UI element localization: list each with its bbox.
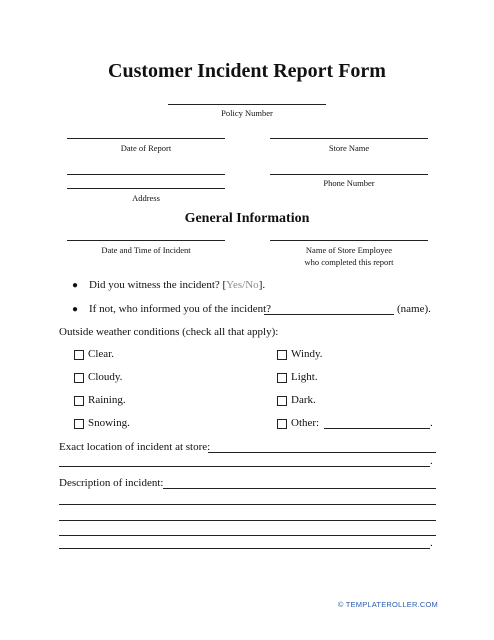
weather-raining-label: Raining.: [88, 394, 126, 406]
checkbox-clear[interactable]: [74, 350, 84, 360]
bullet-icon: ●: [72, 280, 79, 291]
description-field-line4[interactable]: [59, 535, 436, 536]
description-field-line1[interactable]: [163, 488, 436, 489]
store-name-field[interactable]: [270, 138, 428, 139]
weather-other-label: Other:: [291, 417, 320, 429]
bullet-icon: ●: [72, 304, 79, 315]
description-label: Description of incident:: [59, 477, 164, 489]
checkbox-cloudy[interactable]: [74, 373, 84, 383]
weather-snowing-label: Snowing.: [88, 417, 130, 429]
store-employee-label-line2: who completed this report: [304, 257, 394, 267]
witness-question-suffix: ].: [258, 279, 266, 291]
weather-windy-label: Windy.: [291, 348, 323, 360]
checkbox-raining[interactable]: [74, 396, 84, 406]
checkbox-windy[interactable]: [277, 350, 287, 360]
checkbox-snowing[interactable]: [74, 419, 84, 429]
address-label: Address: [132, 193, 160, 203]
date-of-report-field[interactable]: [67, 138, 225, 139]
description-period: .: [430, 537, 433, 549]
witness-question: [89, 279, 265, 291]
store-employee-field[interactable]: [270, 240, 428, 241]
witness-question-prefix: Did you witness the incident? [: [89, 279, 227, 291]
policy-number-field[interactable]: [168, 104, 326, 105]
weather-clear-label: Clear.: [88, 348, 114, 360]
date-time-incident-field[interactable]: [67, 240, 225, 241]
store-name-label: Store Name: [328, 143, 370, 153]
phone-number-field[interactable]: [270, 174, 428, 175]
informed-suffix: (name).: [397, 303, 431, 315]
checkbox-light[interactable]: [277, 373, 287, 383]
location-period: .: [430, 455, 433, 467]
section-title: General Information: [184, 211, 310, 226]
location-field-line1[interactable]: [208, 452, 436, 453]
weather-other-period: .: [430, 417, 433, 429]
informed-question: If not, who informed you of the incident?: [89, 303, 272, 315]
witness-options[interactable]: Yes/No: [226, 279, 259, 291]
location-field-line2[interactable]: [59, 466, 430, 467]
description-field-line5[interactable]: [59, 548, 430, 549]
form-title: Customer Incident Report Form: [108, 60, 386, 82]
policy-number-label: Policy Number: [221, 108, 273, 118]
checkbox-other[interactable]: [277, 419, 287, 429]
footer-link[interactable]: © TEMPLATEROLLER.COM: [337, 600, 438, 609]
description-field-line2[interactable]: [59, 504, 436, 505]
weather-dark-label: Dark.: [291, 394, 316, 406]
address-field-line2[interactable]: [67, 188, 225, 189]
phone-number-label: Phone Number: [323, 178, 375, 188]
store-employee-label-line1: Name of Store Employee: [305, 245, 393, 255]
weather-heading: Outside weather conditions (check all that apply):: [59, 326, 279, 338]
description-field-line3[interactable]: [59, 520, 436, 521]
date-time-incident-label: Date and Time of Incident: [101, 245, 191, 255]
weather-other-field[interactable]: [324, 428, 430, 429]
location-label: Exact location of incident at store:: [59, 441, 211, 453]
checkbox-dark[interactable]: [277, 396, 287, 406]
address-field-line1[interactable]: [67, 174, 225, 175]
date-of-report-label: Date of Report: [120, 143, 172, 153]
weather-light-label: Light.: [291, 371, 318, 383]
informed-name-field[interactable]: [264, 314, 394, 315]
weather-cloudy-label: Cloudy.: [88, 371, 123, 383]
